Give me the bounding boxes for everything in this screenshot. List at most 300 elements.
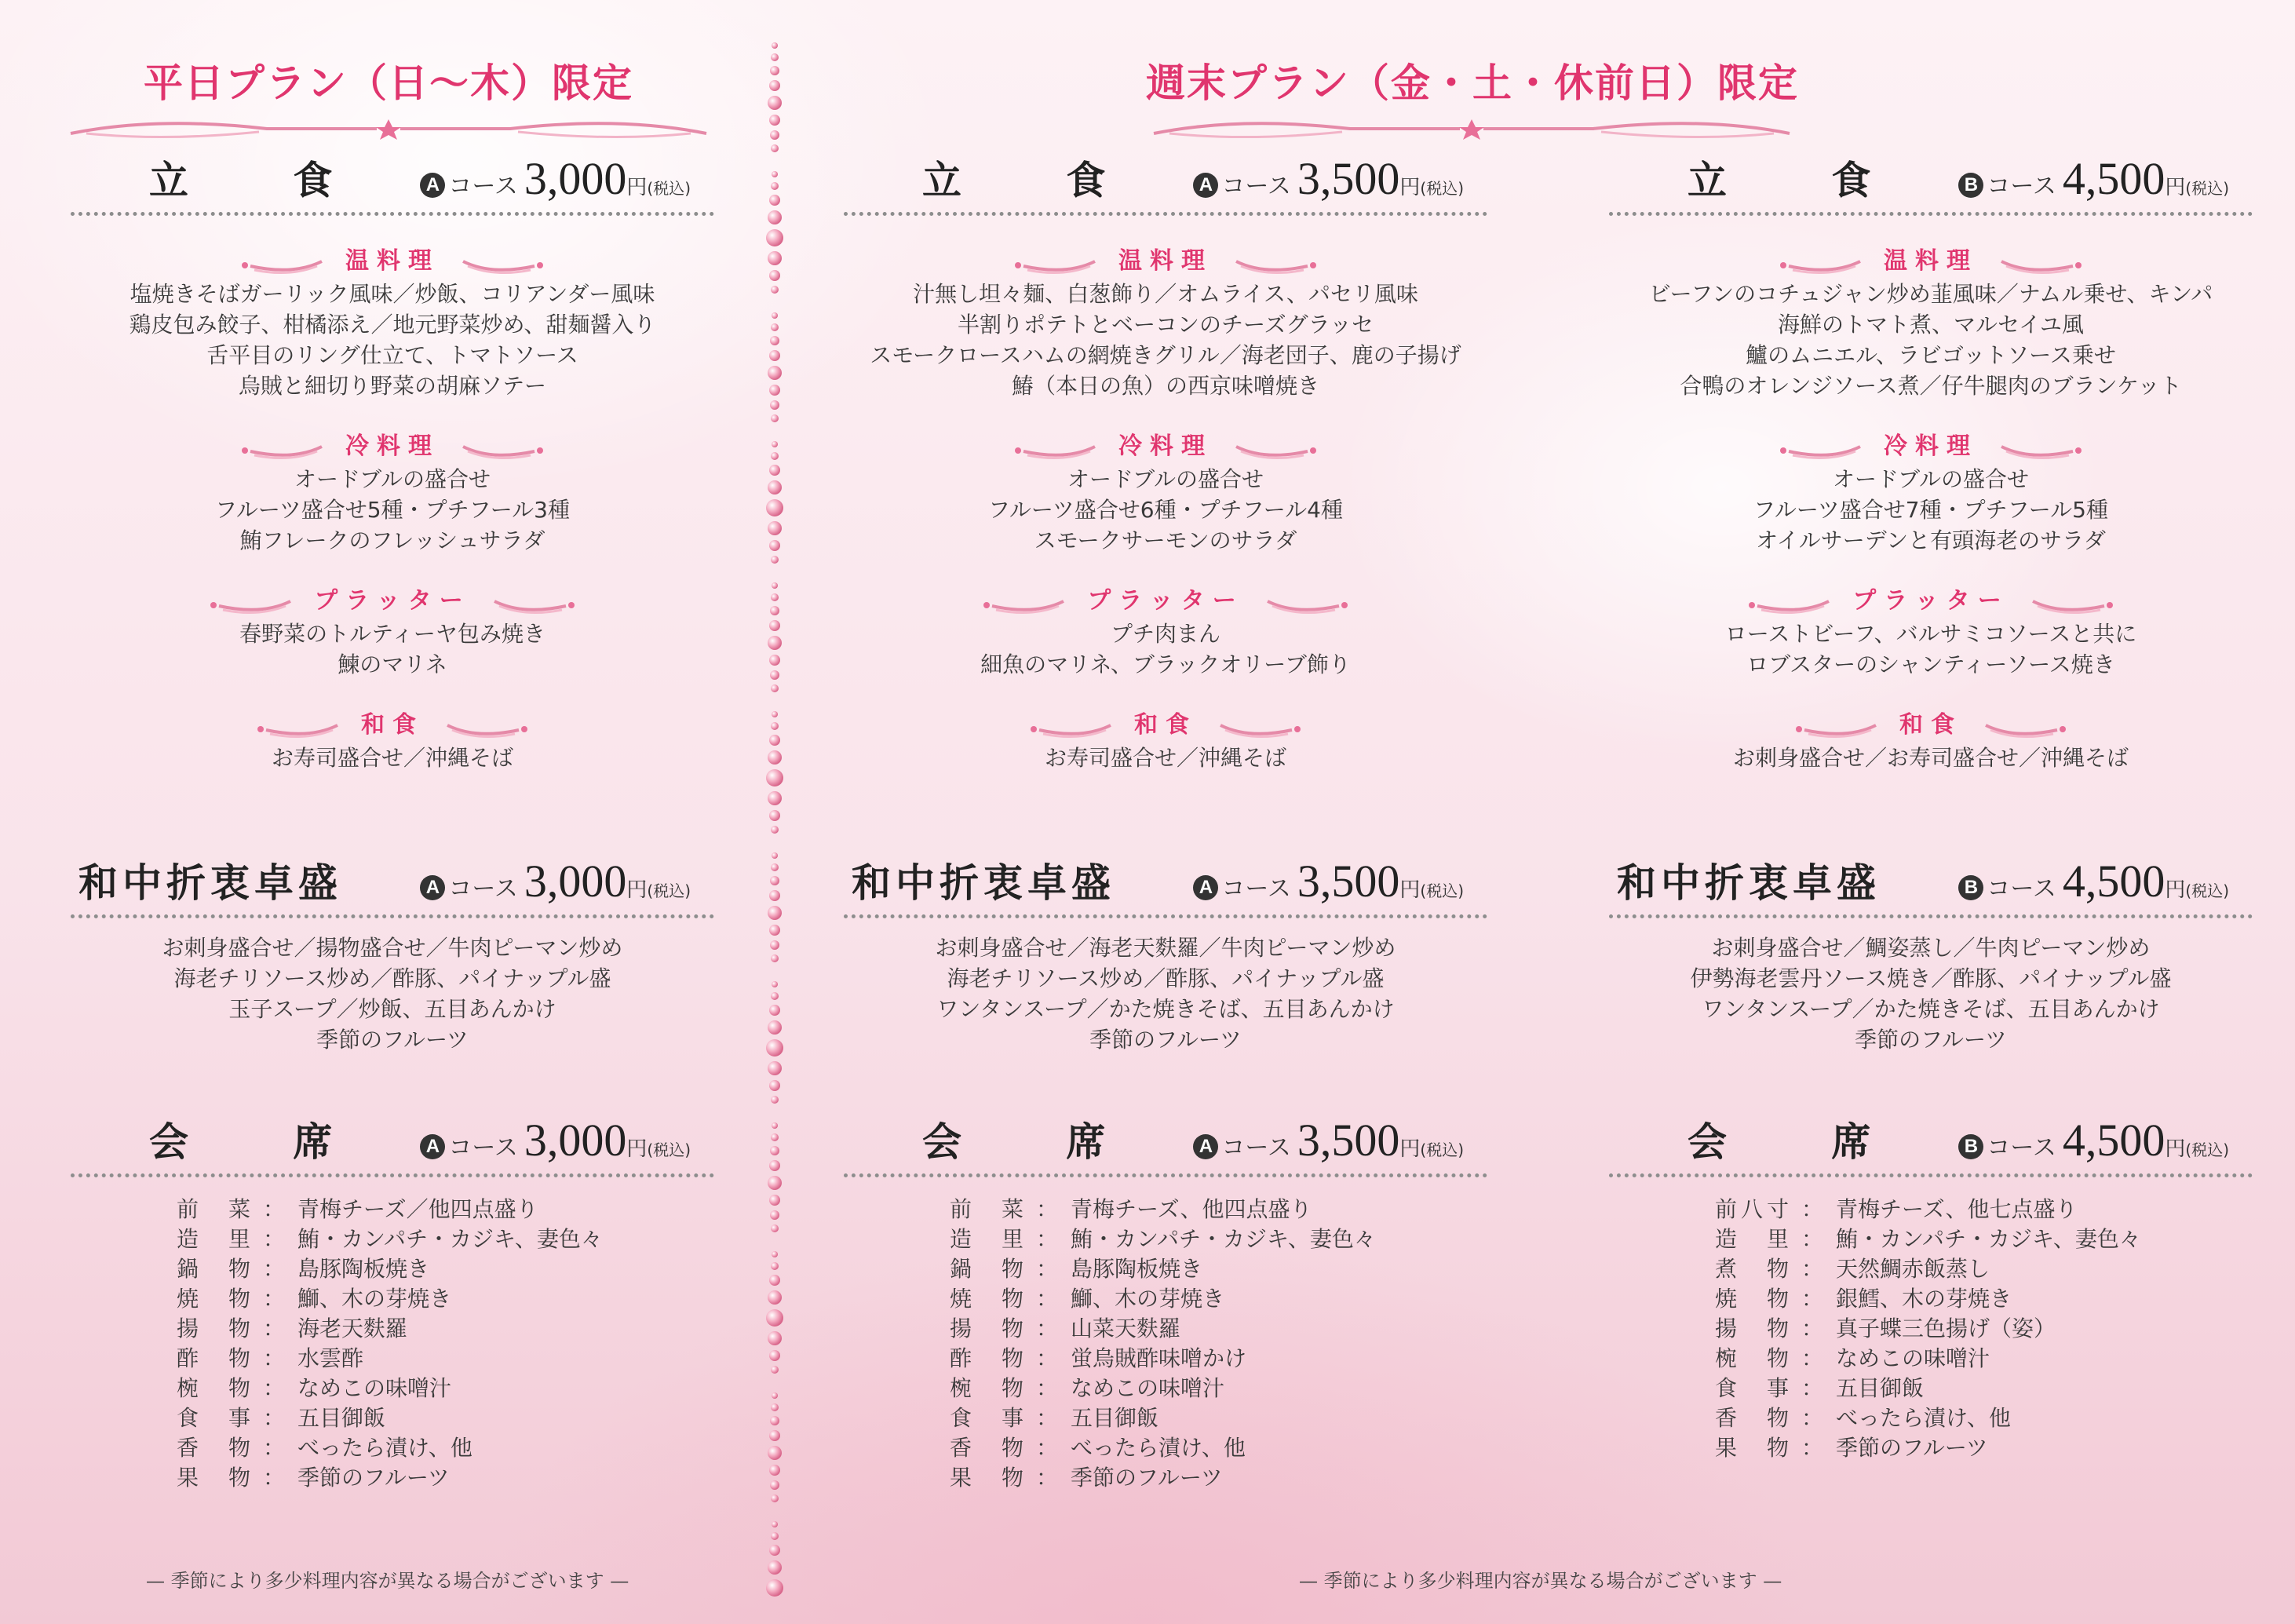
kaiseki-dish: 鮪・カンパチ・カジキ、妻色々 <box>1071 1226 1376 1252</box>
subsection-header <box>71 426 714 461</box>
wachu-section <box>844 852 1487 1055</box>
bead-icon <box>770 1210 779 1220</box>
dish-list <box>1609 743 2253 773</box>
ornament-wing-icon <box>491 595 578 615</box>
bead-icon <box>772 42 778 49</box>
dish-item: お刺身盛合せ／揚物盛合せ／牛肉ピーマン炒め <box>162 935 623 961</box>
kaiseki-dish: 鮪・カンパチ・カジキ、妻色々 <box>1836 1226 2141 1252</box>
bead-icon <box>772 852 778 859</box>
course-badge: A <box>1193 173 1218 198</box>
kaiseki-dish: べったら漬け、他 <box>1836 1405 2011 1431</box>
kaiseki-dish: 蛍烏賊酢味噌かけ <box>1071 1345 1247 1371</box>
ornament-wing-icon <box>2030 595 2116 615</box>
dish-item: お刺身盛合せ／海老天麩羅／牛肉ピーマン炒め <box>935 935 1396 961</box>
bead-icon <box>771 1494 779 1502</box>
kaiseki-dish: 鰤、木の芽焼き <box>297 1286 452 1312</box>
kaiseki-row <box>177 1224 714 1254</box>
section-name: 立 食 <box>1688 157 1917 203</box>
bead-icon <box>771 286 779 294</box>
course-label: コース <box>448 875 518 903</box>
kaiseki-row <box>1715 1374 2253 1403</box>
kaiseki-colon: ： <box>1035 1256 1058 1282</box>
course-label: コース <box>1987 875 2056 903</box>
bead-icon <box>768 210 782 224</box>
course-label: コース <box>1221 1134 1291 1162</box>
yen-label: 円 <box>626 176 648 199</box>
price-value: 3,000 <box>524 1115 627 1166</box>
kaiseki-dish: 山菜天麩羅 <box>1071 1316 1181 1341</box>
yen-label: 円 <box>2165 176 2186 199</box>
ornament-wing-icon <box>1264 595 1351 615</box>
bead-icon <box>766 1579 783 1597</box>
subsection-header <box>844 241 1487 276</box>
kaiseki-row <box>177 1463 714 1493</box>
bead-icon <box>768 1331 782 1345</box>
bead-icon <box>771 1403 779 1411</box>
kaiseki-dish: 真子蝶三色揚げ（姿） <box>1836 1316 2056 1341</box>
bead-icon <box>769 620 780 631</box>
bead-icon <box>771 1532 779 1540</box>
tax-label: (税込) <box>1420 179 1464 198</box>
kaiseki-category: 煮物 <box>1715 1256 1789 1282</box>
subsection-label: 冷料理 <box>1118 432 1213 460</box>
bead-icon <box>766 1309 783 1327</box>
kaiseki-dish: 青梅チーズ、他四点盛り <box>1071 1196 1312 1222</box>
bead-icon <box>769 890 780 901</box>
kaiseki-row <box>950 1314 1487 1344</box>
course-badge: B <box>1958 173 1983 198</box>
yen-label: 円 <box>1399 176 1421 199</box>
dish-item: 鱸のムニエル、ラビゴットソース乗せ <box>1746 342 2116 368</box>
subsection-header <box>844 426 1487 461</box>
kaiseki-dish: 季節のフルーツ <box>1071 1465 1223 1491</box>
kaiseki-category: 酢物 <box>950 1345 1023 1371</box>
bead-icon <box>771 1366 779 1374</box>
title-ornament <box>63 110 714 141</box>
tax-label: (税込) <box>647 179 691 198</box>
dish-item: 汁無し坦々麺、白葱飾り／オムライス、パセリ風味 <box>913 281 1418 307</box>
kaiseki-row <box>1715 1284 2253 1314</box>
kaiseki-row <box>177 1195 714 1224</box>
dish-item: 季節のフルーツ <box>1855 1027 2007 1053</box>
yen-label: 円 <box>2165 878 2186 902</box>
kaiseki-category: 椀物 <box>1715 1345 1789 1371</box>
kaiseki-row <box>950 1374 1487 1403</box>
kaiseki-list <box>1715 1195 2253 1463</box>
yen-label: 円 <box>1399 1137 1421 1161</box>
kaiseki-dish: 青梅チーズ／他四点盛り <box>297 1196 538 1222</box>
dish-item: 季節のフルーツ <box>1089 1027 1242 1053</box>
dish-item: ロブスターのシャンティーソース焼き <box>1746 651 2115 677</box>
kaiseki-category: 前八寸 <box>1715 1196 1789 1222</box>
kaiseki-dish: 青梅チーズ、他七点盛り <box>1836 1196 2078 1222</box>
bead-icon <box>771 593 779 601</box>
dish-item: 海老チリソース炒め／酢豚、パイナップル盛 <box>173 965 611 991</box>
ornament-wing-icon <box>460 255 546 276</box>
kaiseki-category: 果物 <box>1715 1435 1789 1461</box>
subsection-label: 和食 <box>1899 711 1962 739</box>
wachu-section <box>71 852 714 1055</box>
bead-icon <box>769 735 780 746</box>
yen-label: 円 <box>626 878 648 902</box>
bead-icon <box>770 1146 779 1155</box>
price-value: 3,000 <box>524 153 627 204</box>
subsection-label: 和食 <box>361 711 424 739</box>
kaiseki-category: 造里 <box>950 1226 1023 1252</box>
price-value: 3,500 <box>1297 856 1400 907</box>
kaiseki-category: 食事 <box>950 1405 1023 1431</box>
bead-icon <box>768 96 782 110</box>
bead-icon <box>769 385 780 396</box>
bead-icon <box>772 1251 778 1257</box>
bead-icon <box>771 144 779 152</box>
kaiseki-colon: ： <box>262 1375 285 1401</box>
bead-icon <box>769 465 780 476</box>
bead-icon <box>770 670 779 680</box>
kaiseki-row <box>950 1344 1487 1374</box>
dish-item: 海老チリソース炒め／酢豚、パイナップル盛 <box>947 965 1385 991</box>
dish-list <box>71 464 714 556</box>
bead-icon <box>772 582 778 589</box>
course-label: コース <box>1221 173 1291 200</box>
subsection-header <box>1609 426 2253 461</box>
bead-icon <box>768 366 782 380</box>
kaiseki-dish: なめこの味噌汁 <box>1071 1375 1225 1401</box>
kaiseki-colon: ： <box>1035 1435 1058 1461</box>
weekday-plan-title: 平日プラン（日〜木）限定 <box>144 60 633 106</box>
bead-icon <box>768 791 782 805</box>
section-title <box>71 149 714 209</box>
wachu-section <box>1609 852 2253 1055</box>
dish-item: スモークロースハムの網焼きグリル／海老団子、鹿の子揚げ <box>870 342 1461 368</box>
tax-label: (税込) <box>1420 1140 1464 1159</box>
kaiseki-category: 造里 <box>177 1226 250 1252</box>
section-title <box>1609 852 2253 911</box>
kaiseki-colon: ： <box>1801 1316 1823 1341</box>
ornament-wing-icon <box>1983 719 2069 739</box>
ornament-wing-icon <box>239 440 325 461</box>
bead-icon <box>771 1224 779 1232</box>
dish-item: 伊勢海老雲丹ソース焼き／酢豚、パイナップル盛 <box>1690 965 2172 991</box>
dish-item: フルーツ盛合せ7種・プチフール5種 <box>1753 497 2108 523</box>
bead-icon <box>771 182 779 190</box>
dish-item: オードブルの盛合せ <box>294 466 491 492</box>
ornament-wing-icon <box>1027 719 1114 739</box>
dish-item: お刺身盛合せ／お寿司盛合せ／沖縄そば <box>1732 745 2129 771</box>
ornament-wing-icon <box>1233 440 1319 461</box>
kaiseki-colon: ： <box>1801 1405 1823 1431</box>
dish-list <box>71 932 714 1055</box>
bead-icon <box>769 1080 780 1091</box>
course-badge: A <box>420 173 445 198</box>
bead-icon <box>769 540 780 551</box>
kaiseki-row <box>1715 1314 2253 1344</box>
kaiseki-colon: ： <box>262 1435 285 1461</box>
tax-label: (税込) <box>647 1140 691 1159</box>
kaiseki-category: 前菜 <box>950 1196 1023 1222</box>
course-price <box>1193 152 1464 205</box>
section-title <box>844 149 1487 209</box>
course-badge: A <box>1193 1134 1218 1159</box>
ornament-wing-icon <box>239 255 325 276</box>
bead-icon <box>771 684 779 692</box>
kaiseki-row <box>177 1314 714 1344</box>
bead-icon <box>771 1133 779 1141</box>
kaiseki-category: 食事 <box>1715 1375 1789 1401</box>
kaiseki-dish: 鮪・カンパチ・カジキ、妻色々 <box>297 1226 603 1252</box>
dish-item: 塩焼きそばガーリック風味／炒飯、コリアンダー風味 <box>130 281 655 307</box>
bead-icon <box>770 606 779 615</box>
bead-icon <box>768 480 782 494</box>
course-price <box>1193 855 1464 907</box>
kaiseki-colon: ： <box>1035 1465 1058 1491</box>
subsection-header <box>844 705 1487 739</box>
subsection-header <box>1609 241 2253 276</box>
ornament-wing-icon <box>1998 255 2085 276</box>
tachi-section <box>844 149 1487 773</box>
kaiseki-category: 香物 <box>950 1435 1023 1461</box>
subsection-header <box>71 581 714 615</box>
kaiseki-colon: ： <box>262 1226 285 1252</box>
dish-item: 舌平目のリング仕立て、トマトソース <box>206 342 578 368</box>
section-name: 立 食 <box>149 157 378 203</box>
bead-icon <box>771 1096 779 1104</box>
bead-icon <box>769 350 780 361</box>
bead-icon <box>768 1020 782 1035</box>
kaiseki-category: 焼物 <box>950 1286 1023 1312</box>
bead-icon <box>770 336 779 345</box>
title-ornament <box>1146 110 1797 141</box>
ornament-wing-icon <box>1777 440 1863 461</box>
kaiseki-colon: ： <box>1801 1375 1823 1401</box>
kaiseki-category: 鍋物 <box>177 1256 250 1282</box>
bead-icon <box>771 53 779 61</box>
kaiseki-section <box>1609 1111 2253 1463</box>
subsection-label: 冷料理 <box>1884 432 1978 460</box>
dish-item: ワンタンスープ／かた焼きそば、五目あんかけ <box>1702 996 2160 1022</box>
dish-list <box>1609 932 2253 1055</box>
kaiseki-category: 果物 <box>177 1465 250 1491</box>
kaiseki-row <box>1715 1195 2253 1224</box>
menu-column-weekend-a <box>844 149 1487 1491</box>
bead-icon <box>772 981 778 987</box>
kaiseki-category: 造里 <box>1715 1226 1789 1252</box>
seasonal-note-left: — 季節により多少料理内容が異なる場合がございます — <box>146 1570 629 1592</box>
dish-item: お寿司盛合せ／沖縄そば <box>271 745 513 771</box>
kaiseki-category: 香物 <box>1715 1405 1789 1431</box>
dish-item: 季節のフルーツ <box>316 1027 469 1053</box>
dish-item: オードブルの盛合せ <box>1067 466 1264 492</box>
bead-icon <box>768 636 782 650</box>
course-badge: B <box>1958 1134 1983 1159</box>
dish-item: ビーフンのコチュジャン炒め韮風味／ナムル乗せ、キンパ <box>1648 281 2213 307</box>
kaiseki-dish: 天然鯛赤飯蒸し <box>1836 1256 1990 1282</box>
bead-icon <box>771 1262 779 1270</box>
ornament-wing-icon <box>980 595 1067 615</box>
bead-icon <box>768 1176 782 1190</box>
bead-icon <box>770 130 779 140</box>
kaiseki-colon: ： <box>262 1256 285 1282</box>
ornament-wing-icon <box>1233 255 1319 276</box>
dish-list <box>1609 279 2253 401</box>
dotted-divider <box>71 1173 714 1177</box>
section-title <box>1609 1111 2253 1170</box>
kaiseki-row <box>177 1403 714 1433</box>
section-title <box>844 852 1487 911</box>
tax-label: (税込) <box>2185 881 2229 900</box>
kaiseki-row <box>1715 1433 2253 1463</box>
tax-label: (税込) <box>2185 1140 2229 1159</box>
course-price <box>420 152 691 205</box>
subsection-header <box>71 241 714 276</box>
section-title <box>1609 149 2253 209</box>
yen-label: 円 <box>1399 878 1421 902</box>
bead-icon <box>770 940 779 950</box>
subsection-label: 和食 <box>1134 711 1197 739</box>
subsection-header <box>844 581 1487 615</box>
dish-item: 烏賊と細切り野菜の胡麻ソテー <box>238 373 546 399</box>
kaiseki-dish: なめこの味噌汁 <box>297 1375 452 1401</box>
kaiseki-row <box>177 1344 714 1374</box>
dotted-divider <box>71 212 714 216</box>
ornament-wing-icon <box>254 719 341 739</box>
bead-icon <box>772 441 778 447</box>
subsection-label: 冷料理 <box>345 432 440 460</box>
kaiseki-category: 香物 <box>177 1435 250 1461</box>
kaiseki-colon: ： <box>262 1196 285 1222</box>
section-name: 会 席 <box>1688 1119 1917 1165</box>
kaiseki-category: 揚物 <box>950 1316 1023 1341</box>
dish-item: 鰊のマリネ <box>338 651 447 677</box>
subsection-label: プラッター <box>1852 587 2009 615</box>
kaiseki-category: 果物 <box>950 1465 1023 1491</box>
section-title <box>71 1111 714 1170</box>
kaiseki-dish: なめこの味噌汁 <box>1836 1345 1990 1371</box>
kaiseki-colon: ： <box>1801 1226 1823 1252</box>
bead-icon <box>768 906 782 920</box>
kaiseki-section <box>844 1111 1487 1493</box>
kaiseki-dish: 五目御飯 <box>1836 1375 1925 1401</box>
course-badge: A <box>420 875 445 900</box>
bead-icon <box>768 1446 782 1460</box>
bead-icon <box>768 521 782 535</box>
ornament-wing-icon <box>1012 255 1098 276</box>
kaiseki-colon: ： <box>1035 1405 1058 1431</box>
bead-icon <box>769 1005 780 1016</box>
dish-item: ローストビーフ、バルサミコソースと共に <box>1724 621 2137 647</box>
dish-item: 鶏皮包み餃子、柑橘添え／地元野菜炒め、甜麺醤入り <box>129 312 656 338</box>
kaiseki-row <box>950 1195 1487 1224</box>
section-name: 立 食 <box>922 157 1151 203</box>
weekend-plan-header <box>1146 52 1797 141</box>
kaiseki-category: 椀物 <box>950 1375 1023 1401</box>
ornament-wing-icon <box>1746 595 1832 615</box>
dish-item: お刺身盛合せ／鯛姿蒸し／牛肉ピーマン炒め <box>1711 935 2151 961</box>
bead-icon <box>768 1290 782 1305</box>
subsection-label: プラッター <box>314 587 471 615</box>
dish-item: フルーツ盛合せ5種・プチフール3種 <box>215 497 570 523</box>
kaiseki-row <box>950 1463 1487 1493</box>
course-price <box>1958 1114 2229 1166</box>
tax-label: (税込) <box>647 881 691 900</box>
ornament-wing-icon <box>1012 440 1098 461</box>
bead-icon <box>769 80 780 91</box>
dotted-divider <box>844 914 1487 918</box>
kaiseki-colon: ： <box>1801 1435 1823 1461</box>
kaiseki-dish: 水雲酢 <box>297 1345 364 1371</box>
kaiseki-section <box>71 1111 714 1493</box>
bead-icon <box>769 655 780 666</box>
kaiseki-colon: ： <box>1801 1256 1823 1282</box>
dish-list <box>844 279 1487 401</box>
bead-icon <box>770 1416 779 1425</box>
bead-icon <box>771 414 779 422</box>
menu-column-weekday <box>71 149 714 1491</box>
course-badge: A <box>420 1134 445 1159</box>
bead-icon <box>769 1275 780 1286</box>
price-value: 4,500 <box>2062 856 2165 907</box>
kaiseki-row <box>950 1403 1487 1433</box>
tachi-section <box>71 149 714 773</box>
kaiseki-colon: ： <box>1801 1286 1823 1312</box>
dish-item: 春野菜のトルティーヤ包み焼き <box>239 621 545 647</box>
kaiseki-category: 酢物 <box>177 1345 250 1371</box>
bead-icon <box>768 251 782 265</box>
bead-icon <box>766 499 783 516</box>
bead-icon <box>769 1430 780 1441</box>
ornament-wing-icon <box>1998 440 2085 461</box>
dish-item: 鰆（本日の魚）の西京味噌焼き <box>1011 373 1319 399</box>
price-value: 3,000 <box>524 856 627 907</box>
kaiseki-dish: 五目御飯 <box>297 1405 386 1431</box>
bead-icon <box>769 270 780 281</box>
bead-icon <box>768 750 782 765</box>
section-name: 和中折衷卓盛 <box>1617 859 1881 906</box>
bead-icon <box>768 1560 782 1575</box>
bead-divider <box>764 31 785 1601</box>
bead-icon <box>772 1122 778 1129</box>
kaiseki-row <box>950 1284 1487 1314</box>
bead-icon <box>770 66 779 75</box>
kaiseki-row <box>1715 1254 2253 1284</box>
price-value: 4,500 <box>2062 153 2165 204</box>
kaiseki-dish: 季節のフルーツ <box>1836 1435 1988 1461</box>
bead-icon <box>772 312 778 319</box>
bead-icon <box>771 863 779 871</box>
dish-item: 玉子スープ／炒飯、五目あんかけ <box>228 996 556 1022</box>
dish-item: オードブルの盛合せ <box>1832 466 2030 492</box>
kaiseki-category: 焼物 <box>177 1286 250 1312</box>
dish-list <box>71 743 714 773</box>
menu-column-weekend-b <box>1609 149 2253 1461</box>
course-price <box>420 855 691 907</box>
dish-item: 半割りポテトとベーコンのチーズグラッセ <box>957 312 1374 338</box>
kaiseki-colon: ： <box>262 1405 285 1431</box>
kaiseki-colon: ： <box>262 1286 285 1312</box>
kaiseki-row <box>177 1433 714 1463</box>
ornament-wing-icon <box>460 440 546 461</box>
kaiseki-colon: ： <box>1035 1286 1058 1312</box>
kaiseki-category: 食事 <box>177 1405 250 1431</box>
dotted-divider <box>1609 1173 2253 1177</box>
kaiseki-dish: 島豚陶板焼き <box>1071 1256 1203 1282</box>
dish-list <box>1609 464 2253 556</box>
kaiseki-colon: ： <box>262 1465 285 1491</box>
kaiseki-row <box>1715 1403 2253 1433</box>
dish-list <box>71 619 714 680</box>
dish-item: 海鮮のトマト煮、マルセイユ風 <box>1777 312 2085 338</box>
bead-icon <box>769 195 780 206</box>
